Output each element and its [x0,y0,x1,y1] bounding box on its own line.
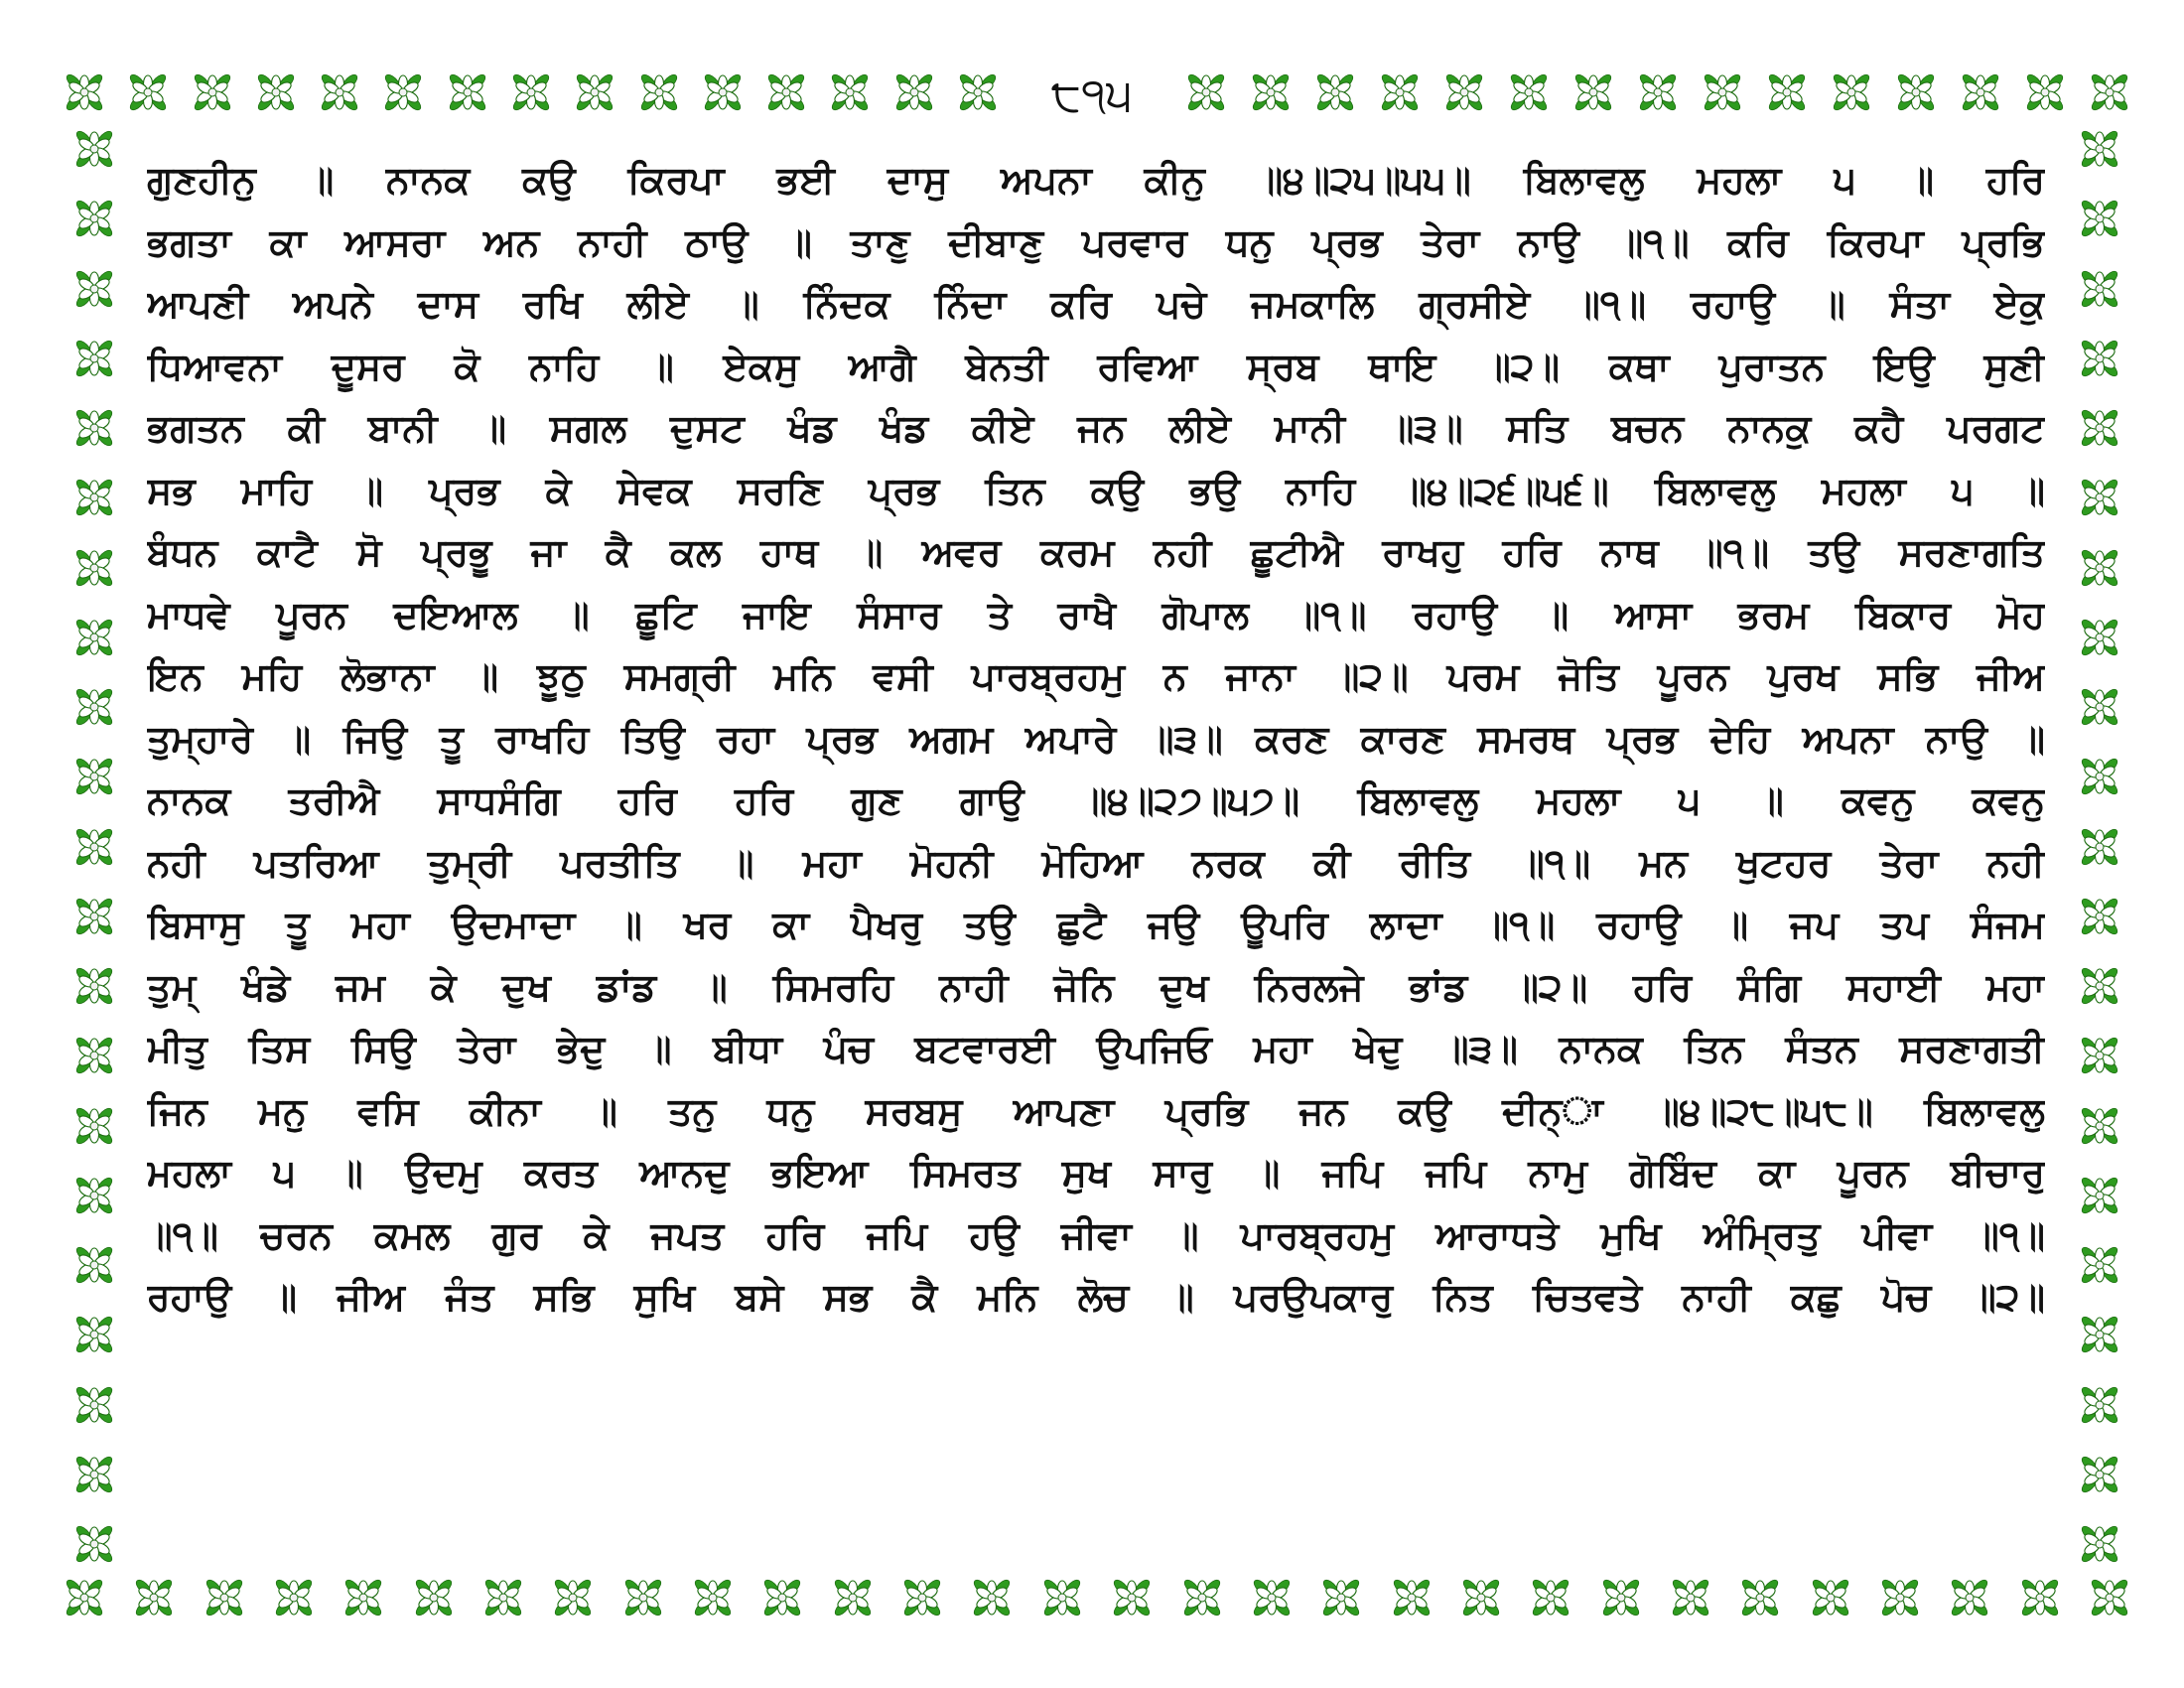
green-flower-icon [2075,1101,2124,1151]
green-flower-icon [2075,1310,2124,1359]
green-flower-icon [2015,1573,2065,1622]
green-flower-icon [1806,1573,1855,1622]
green-flower-icon [60,68,109,117]
green-flower-icon [123,68,173,117]
border-left [66,124,123,1569]
green-flower-icon [618,1573,668,1622]
green-flower-icon [69,822,119,872]
green-flower-icon [478,1573,528,1622]
green-flower-icon [1439,68,1489,117]
green-flower-icon [339,1573,388,1622]
green-flower-icon [828,1573,878,1622]
green-flower-icon [2075,264,2124,314]
green-flower-icon [1375,68,1425,117]
page-number: ੮੧੫ [1013,60,1171,129]
green-flower-icon [69,1380,119,1430]
green-flower-icon [2075,1450,2124,1499]
text-line-19: ਰਹਾਉ ॥ ਜੀਅ ਜੰਤ ਸਭਿ ਸੁਖਿ ਬਸੇ ਸਭ ਕੈ ਮਨਿ ਲੋਚ ॥ ਪਰਉਪਕਾਰੁ ਨਿਤ ਚਿਤਵਤੇ ਨਾਹੀ ਕਛੁ ਪੋਚ ॥੨॥ [147,1275,2045,1319]
green-flower-icon [1875,1573,1925,1622]
green-flower-icon [757,1573,807,1622]
green-flower-icon [2085,1573,2134,1622]
green-flower-icon [967,1573,1017,1622]
green-flower-icon [698,68,748,117]
green-flower-icon [1666,1573,1715,1622]
text-line-14: ਤੁਮ੍ ਖੰਡੇ ਜਮ ਕੇ ਦੁਖ ਡਾਂਡ ॥ ਸਿਮਰਹਿ ਨਾਹੀ ਜੋਨਿ ਦੁਖ ਨਿਰਲਜੇ ਭਾਂਡ ॥੨॥ ਹਰਿ ਸੰਗਿ ਸਹਾਈ ਮਹਾ [147,964,2045,1009]
text-line-8: ਮਾਧਵੇ ਪੂਰਨ ਦਇਆਲ ॥ ਛੂਟਿ ਜਾਇ ਸੰਸਾਰ ਤੇ ਰਾਖੈ ਗੋਪਾਲ ॥੧॥ ਰਹਾਉ ॥ ਆਸਾ ਭਰਮ ਬਿਕਾਰ ਮੋਹ [147,592,2045,636]
border-top-left [60,64,1003,121]
green-flower-icon [2075,892,2124,941]
green-flower-icon [897,1573,947,1622]
green-flower-icon [548,1573,598,1622]
green-flower-icon [69,1031,119,1080]
green-flower-icon [1698,68,1747,117]
text-line-6: ਸਭ ਮਾਹਿ ॥ ਪ੍ਰਭ ਕੇ ਸੇਵਕ ਸਰਣਿ ਪ੍ਰਭ ਤਿਨ ਕਉ ਭਉ ਨਾਹਿ ॥੪॥੨੬॥੫੬॥ ਬਿਲਾਵਲੁ ਮਹਲਾ ੫ ॥ [147,468,2045,512]
text-line-3: ਆਪਣੀ ਅਪਨੇ ਦਾਸ ਰਖਿ ਲੀਏ ॥ ਨਿੰਦਕ ਨਿੰਦਾ ਕਰਿ ਪਚੇ ਜਮਕਾਲਿ ਗ੍ਰਸੀਏ ॥੧॥ ਰਹਾਉ ॥ ਸੰਤਾ ਏਕੁ [147,282,2045,326]
text-line-7: ਬੰਧਨ ਕਾਟੈ ਸੋ ਪ੍ਰਭੂ ਜਾ ਕੈ ਕਲ ਹਾਥ ॥ ਅਵਰ ਕਰਮ ਨਹੀ ਛੂਟੀਐ ਰਾਖਹੁ ਹਰਿ ਨਾਥ ॥੧॥ ਤਉ ਸਰਣਾਗਤਿ [147,530,2045,574]
green-flower-icon [1177,1573,1227,1622]
green-flower-icon [2075,334,2124,383]
green-flower-icon [2075,1380,2124,1430]
green-flower-icon [69,613,119,662]
green-flower-icon [129,1573,179,1622]
green-flower-icon [1735,1573,1785,1622]
green-flower-icon [69,543,119,593]
green-flower-icon [1456,1573,1506,1622]
text-line-2: ਭਗਤਾ ਕਾ ਆਸਰਾ ਅਨ ਨਾਹੀ ਠਾਉ ॥ ਤਾਣੁ ਦੀਬਾਣੁ ਪਰਵਾਰ ਧਨੁ ਪ੍ਰਭ ਤੇਰਾ ਨਾਉ ॥੧॥ ਕਰਿ ਕਿਰਪਾ ਪ੍ਰਭਿ [147,219,2045,264]
text-line-12: ਨਹੀ ਪਤਰਿਆ ਤੁਮ੍ਰੀ ਪਰਤੀਤਿ ॥ ਮਹਾ ਮੋਹਨੀ ਮੋਹਿਆ ਨਰਕ ਕੀ ਰੀਤਿ ॥੧॥ ਮਨ ਖੁਟਹਰ ਤੇਰਾ ਨਹੀ [147,840,2045,885]
green-flower-icon [2075,1519,2124,1569]
green-flower-icon [69,1240,119,1290]
text-line-13: ਬਿਸਾਸੁ ਤੂ ਮਹਾ ਉਦਮਾਦਾ ॥ ਖਰ ਕਾ ਪੈਖਰੁ ਤਉ ਛੁਟੈ ਜਉ ਊਪਰਿ ਲਾਦਾ ॥੧॥ ਰਹਾਉ ॥ ਜਪ ਤਪ ਸੰਜਮ [147,903,2045,946]
green-flower-icon [69,1519,119,1569]
text-line-17: ਮਹਲਾ ੫ ॥ ਉਦਮੁ ਕਰਤ ਆਨਦੁ ਭਇਆ ਸਿਮਰਤ ਸੁਖ ਸਾਰੁ ॥ ਜਪਿ ਜਪਿ ਨਾਮੁ ਗੋਬਿੰਦ ਕਾ ਪੂਰਨ ਬੀਚਾਰੁ [147,1151,2045,1195]
green-flower-icon [1310,68,1360,117]
green-flower-icon [2075,822,2124,872]
green-flower-icon [69,403,119,453]
green-flower-icon [60,1573,109,1622]
green-flower-icon [1596,1573,1646,1622]
border-bottom [60,1569,2134,1626]
green-flower-icon [2075,1031,2124,1080]
green-flower-icon [1037,1573,1087,1622]
green-flower-icon [1246,68,1296,117]
green-flower-icon [1181,68,1231,117]
green-flower-icon [825,68,875,117]
green-flower-icon [2075,1240,2124,1290]
green-flower-icon [1945,1573,1994,1622]
green-flower-icon [251,68,301,117]
green-flower-icon [570,68,619,117]
green-flower-icon [69,682,119,732]
green-flower-icon [378,68,428,117]
green-flower-icon [269,1573,319,1622]
green-flower-icon [2075,682,2124,732]
green-flower-icon [69,892,119,941]
text-line-4: ਧਿਆਵਨਾ ਦੂਸਰ ਕੋ ਨਾਹਿ ॥ ਏਕਸੁ ਆਗੈ ਬੇਨਤੀ ਰਵਿਆ ਸ੍ਰਬ ਥਾਇ ॥੨॥ ਕਥਾ ਪੁਰਾਤਨ ਇਉ ਸੁਣੀ [147,344,2045,388]
green-flower-icon [634,68,684,117]
text-line-16: ਜਿਨ ਮਨੁ ਵਸਿ ਕੀਨਾ ॥ ਤਨੁ ਧਨੁ ਸਰਬਸੁ ਆਪਣਾ ਪ੍ਰਭਿ ਜਨ ਕਉ ਦੀਨ੍ਾ ॥੪॥੨੮॥੫੮॥ ਬਿਲਾਵਲੁ [147,1088,2045,1133]
green-flower-icon [2075,961,2124,1011]
green-flower-icon [1247,1573,1297,1622]
green-flower-icon [1526,1573,1575,1622]
text-line-5: ਭਗਤਨ ਕੀ ਬਾਨੀ ॥ ਸਗਲ ਦੁਸਟ ਖੰਡ ਖੰਡ ਕੀਏ ਜਨ ਲੀਏ ਮਾਨੀ ॥੩॥ ਸਤਿ ਬਚਨ ਨਾਨਕੁ ਕਹੈ ਪਰਗਟ [147,406,2045,450]
green-flower-icon [69,124,119,174]
gurbani-text-block [147,149,2045,1539]
green-flower-icon [409,1573,459,1622]
green-flower-icon [1569,68,1618,117]
green-flower-icon [200,1573,249,1622]
green-flower-icon [1107,1573,1157,1622]
green-flower-icon [1316,1573,1366,1622]
green-flower-icon [953,68,1003,117]
green-flower-icon [1762,68,1812,117]
green-flower-icon [1891,68,1941,117]
text-line-9: ਇਨ ਮਹਿ ਲੋਭਾਨਾ ॥ ਝੂਠੁ ਸਮਗ੍ਰੀ ਮਨਿ ਵਸੀ ਪਾਰਬ੍ਰਹਮੁ ਨ ਜਾਨਾ ॥੨॥ ਪਰਮ ਜੋਤਿ ਪੂਰਨ ਪੁਰਖ ਸਭਿ ਜੀਅ [147,654,2045,698]
border-top-right [1181,64,2134,121]
green-flower-icon [2075,613,2124,662]
green-flower-icon [443,68,492,117]
green-flower-icon [188,68,237,117]
green-flower-icon [1827,68,1876,117]
border-right [2071,124,2128,1569]
green-flower-icon [69,264,119,314]
green-flower-icon [2075,194,2124,243]
green-flower-icon [761,68,811,117]
green-flower-icon [889,68,939,117]
green-flower-icon [69,1171,119,1220]
green-flower-icon [69,473,119,522]
green-flower-icon [2020,68,2070,117]
green-flower-icon [69,1450,119,1499]
green-flower-icon [506,68,556,117]
green-flower-icon [2075,543,2124,593]
text-line-10: ਤੁਮ੍ਹਾਰੇ ॥ ਜਿਉ ਤੂ ਰਾਖਹਿ ਤਿਉ ਰਹਾ ਪ੍ਰਭ ਅਗਮ ਅਪਾਰੇ ॥੩॥ ਕਰਣ ਕਾਰਣ ਸਮਰਥ ਪ੍ਰਭ ਦੇਹਿ ਅਪਨਾ ਨਾਉ ॥ [147,716,2045,761]
green-flower-icon [2075,752,2124,801]
green-flower-icon [69,1101,119,1151]
text-line-18: ॥੧॥ ਚਰਨ ਕਮਲ ਗੁਰ ਕੇ ਜਪਤ ਹਰਿ ਜਪਿ ਹਉ ਜੀਵਾ ॥ ਪਾਰਬ੍ਰਹਮੁ ਆਰਾਧਤੇ ਮੁਖਿ ਅੰਮ੍ਰਿਤੁ ਪੀਵਾ ॥੧॥ [147,1212,2045,1257]
green-flower-icon [2075,473,2124,522]
green-flower-icon [2075,1171,2124,1220]
green-flower-icon [1387,1573,1436,1622]
green-flower-icon [315,68,364,117]
green-flower-icon [69,1310,119,1359]
green-flower-icon [69,752,119,801]
green-flower-icon [69,961,119,1011]
green-flower-icon [1504,68,1554,117]
green-flower-icon [2075,124,2124,174]
green-flower-icon [69,334,119,383]
text-line-15: ਮੀਤੁ ਤਿਸ ਸਿਉ ਤੇਰਾ ਭੇਦੁ ॥ ਬੀਧਾ ਪੰਚ ਬਟਵਾਰਈ ਉਪਜਿਓ ਮਹਾ ਖੇਦੁ ॥੩॥ ਨਾਨਕ ਤਿਨ ਸੰਤਨ ਸਰਣਾਗਤੀ [147,1027,2045,1070]
green-flower-icon [688,1573,738,1622]
green-flower-icon [2075,403,2124,453]
text-line-1: ਗੁਣਹੀਨੁ ॥ ਨਾਨਕ ਕਉ ਕਿਰਪਾ ਭਈ ਦਾਸੁ ਅਪਨਾ ਕੀਨੁ ॥੪॥੨੫॥੫੫॥ ਬਿਲਾਵਲੁ ਮਹਲਾ ੫ ॥ ਹਰਿ [147,158,2045,202]
text-line-11: ਨਾਨਕ ਤਰੀਐ ਸਾਧਸੰਗਿ ਹਰਿ ਹਰਿ ਗੁਣ ਗਾਉ ॥੪॥੨੭॥੫੭॥ ਬਿਲਾਵਲੁ ਮਹਲਾ ੫ ॥ ਕਵਨੁ ਕਵਨੁ [147,778,2045,822]
green-flower-icon [69,194,119,243]
green-flower-icon [1956,68,2005,117]
green-flower-icon [1633,68,1683,117]
green-flower-icon [2085,68,2134,117]
